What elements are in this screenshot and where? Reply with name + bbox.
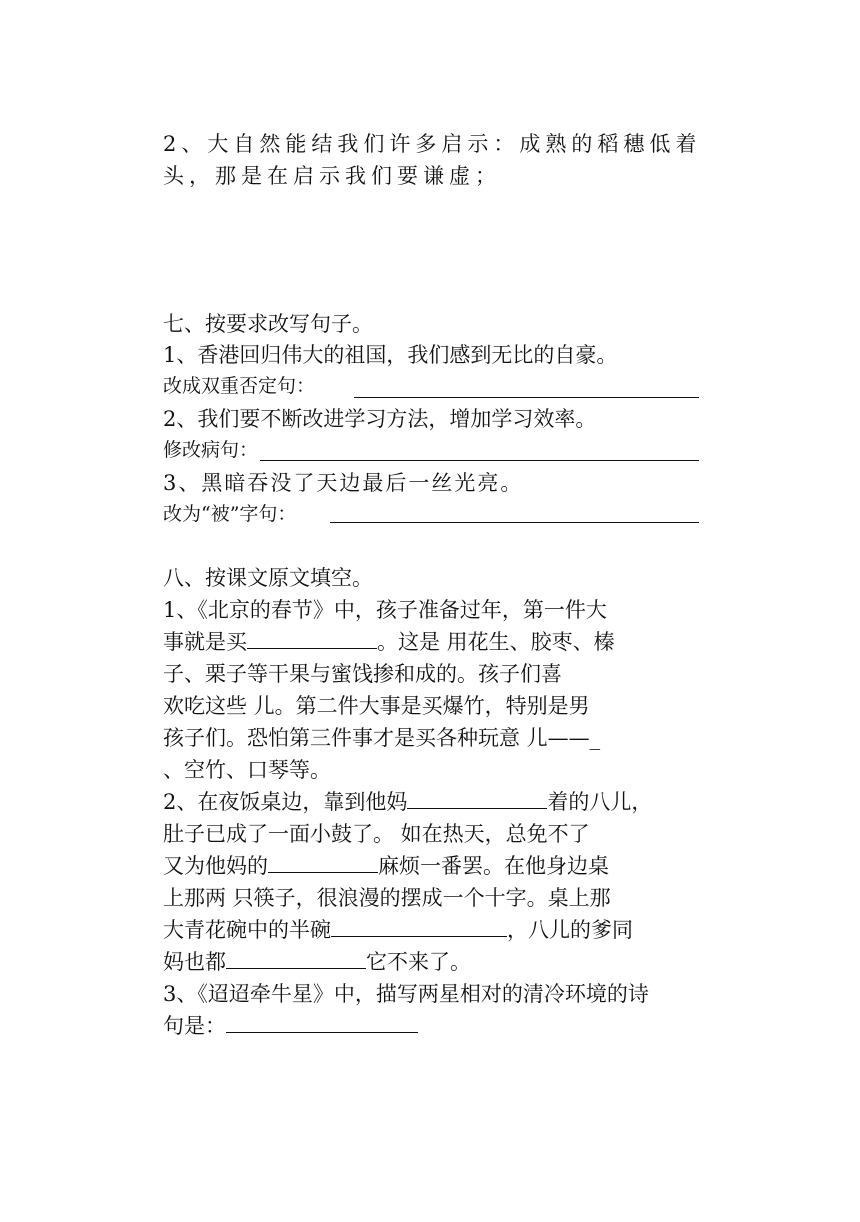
section8-q1-line3: 子、栗子等干果与蜜饯掺和成的。孩子们喜 <box>163 662 562 686</box>
section8-q2-line4: 上那两 只筷子，很浪漫的摆成一个十字。桌上那 <box>163 886 611 910</box>
section8-q2-line1-end: 着的八儿， <box>547 790 653 814</box>
section8-q3-line1: 3、《迢迢牵牛星》中，描写两星相对的清冷环境的诗 <box>163 982 649 1006</box>
section8-q2-line6 <box>163 946 471 978</box>
section8-q1-line5: 孩子们。恐怕第三件事才是买各种玩意 儿——_ <box>163 726 601 750</box>
section7-q2-sentence: 2、我们要不断改进学习方法，增加学习效率。 <box>163 407 597 431</box>
section7-q3-prompt: 改为“被”字句： <box>163 503 297 525</box>
section8-q2-line6-start: 妈也都 <box>163 950 226 974</box>
section7-q2-prompt: 修改病句： <box>163 439 259 461</box>
section7-q3-answer-blank[interactable] <box>330 522 699 523</box>
section8-q3-blank[interactable] <box>226 1010 418 1033</box>
section7-q2-answer-blank[interactable] <box>260 460 699 461</box>
section8-q2-line3 <box>163 850 609 882</box>
section8-q1-line2 <box>163 626 615 658</box>
section7-q1-sentence: 1、香港回归伟大的祖国，我们感到无比的自豪。 <box>163 343 618 367</box>
section8-q1-line4: 欢吃这些 儿。第二件大事是买爆竹，特别是男 <box>163 694 590 718</box>
section6-item2-line1: 2、大自然能结我们许多启示：成熟的稻穗低着 <box>163 132 702 156</box>
section8-q1-blank[interactable] <box>247 626 377 649</box>
section8-q2-line3-start: 又为他妈的 <box>163 854 268 878</box>
section8-q2-line5-end: ，八儿的爹同 <box>507 918 633 942</box>
section7-heading: 七、按要求改写句子。 <box>163 312 373 336</box>
section8-q1-line2-end: 。这是 用花生、胶枣、榛 <box>377 630 615 654</box>
section8-q2-blank-2[interactable] <box>268 850 378 873</box>
section7-q1-answer-blank[interactable] <box>354 397 699 398</box>
section8-q2-line3-end: 麻烦一番罢。在他身边桌 <box>378 854 609 878</box>
section8-q1-line6: 、空竹、口琴等。 <box>163 758 331 782</box>
section8-q1-line1: 1、《北京的春节》中，孩子准备过年，第一件大 <box>163 598 607 622</box>
section8-q3-line2 <box>163 1010 418 1042</box>
section7-q3-sentence: 3、黑暗吞没了天边最后一丝光亮。 <box>163 471 524 495</box>
section8-q2-line5-start: 大青花碗中的半碗 <box>163 918 331 942</box>
section8-heading: 八、按课文原文填空。 <box>163 566 373 590</box>
section8-q2-line1 <box>163 786 652 818</box>
section8-q2-line1-start: 2、在夜饭桌边，靠到他妈 <box>163 790 408 814</box>
section8-q2-blank-1[interactable] <box>407 786 547 809</box>
section8-q2-blank-3[interactable] <box>331 914 507 937</box>
section6-item2-line2: 头，那是在启示我们要谦虚； <box>163 164 501 188</box>
section8-q2-line6-end: 它不来了。 <box>366 950 471 974</box>
section8-q2-line5 <box>163 914 633 946</box>
section7-q1-prompt: 改成双重否定句： <box>163 375 316 397</box>
section8-q1-line2-start: 事就是买 <box>163 630 247 654</box>
section8-q2-blank-4[interactable] <box>226 946 366 969</box>
section8-q3-line2-start: 句是： <box>163 1014 226 1038</box>
section8-q2-line2: 肚子已成了一面小鼓了。 如在热天，总免不了 <box>163 822 590 846</box>
